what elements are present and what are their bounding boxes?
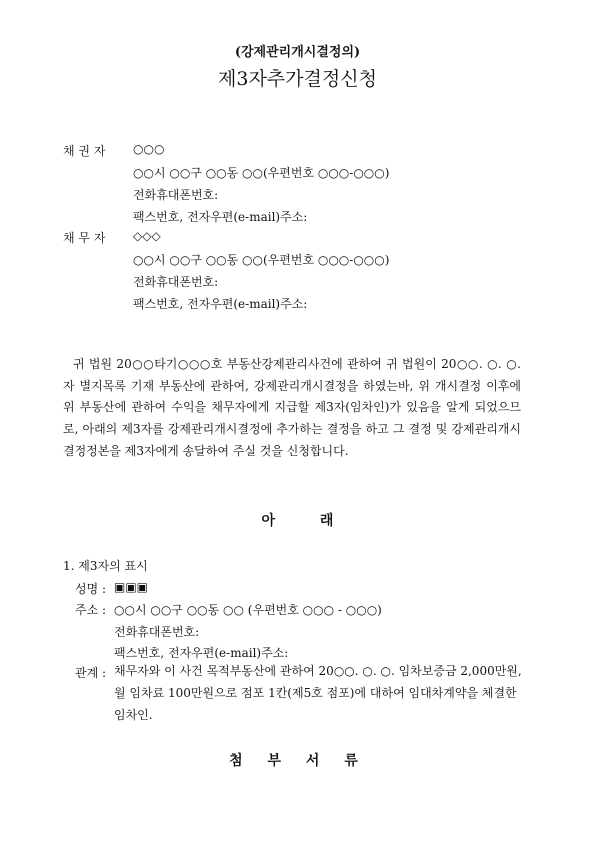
debtor-name: ◇◇◇ (133, 229, 161, 243)
section-heading: 아 래 (261, 513, 334, 529)
debtor-address: ○○시 ○○구 ○○동 ○○(우편번호 ○○○-○○○) (133, 253, 390, 267)
item1-fax-email: 팩스번호, 전자우편(e-mail)주소: (114, 646, 289, 660)
creditor-phone: 전화휴대폰번호: (133, 188, 219, 202)
debtor-phone: 전화휴대폰번호: (133, 275, 219, 289)
creditor-address: ○○시 ○○구 ○○동 ○○(우편번호 ○○○-○○○) (133, 166, 390, 180)
item1-relation-value: 채무자와 이 사건 목적부동산에 관하여 20○○. ○. ○. 임차보증금 2,000만원, 월 임차료 100만원으로 점포 1칸(제5호 점포)에 대하여 임대차계약을 체결한 임차인. (114, 664, 522, 722)
attachments-heading (0, 750, 595, 770)
creditor-fax-email: 팩스번호, 전자우편(e-mail)주소: (133, 210, 308, 224)
creditor-name: ○○○ (133, 142, 165, 156)
item1-phone: 전화휴대폰번호: (114, 625, 200, 639)
debtor-label: 채 무 자 (63, 231, 106, 245)
creditor-label: 채 권 자 (63, 144, 106, 158)
document-subtitle: (강제관리개시결정의) (234, 45, 361, 60)
debtor-fax-email: 팩스번호, 전자우편(e-mail)주소: (133, 297, 308, 311)
attachments-heading-text: 첨 부 서 류 (229, 753, 366, 769)
item1-address-value: ○○시 ○○구 ○○동 ○○ (우편번호 ○○○ - ○○○) (114, 603, 382, 617)
body-paragraph: 귀 법원 20○○타기○○○호 부동산강제관리사건에 관하여 귀 법원이 20○○. ○. ○.자 별지목록 기재 부동산에 관하여, 강제관리개시결정을 하였는바, 위 개시결정 이후에 위 부동산에 관하여 수익을 채무자에게 지급할 제3자(임차인)가 있음을 알게 되었으므로, 아래의 제3자를 강제관리개시결정에 추가하는 결정을 하고 그 결정 및 강제관리개시결정정본을 제3자에게 송달하여 주실 것을 신청합니다. (63, 357, 521, 458)
item1-relation-label: 관계 : (75, 666, 107, 680)
item1-heading: 1. 제3자의 표시 (63, 559, 148, 573)
item1-address-label: 주소 : (75, 603, 107, 617)
document-title: 제3자추가결정신청 (218, 68, 377, 90)
item1-name-value: ▣▣▣ (114, 580, 149, 594)
item1-name-label: 성명 : (75, 582, 107, 596)
